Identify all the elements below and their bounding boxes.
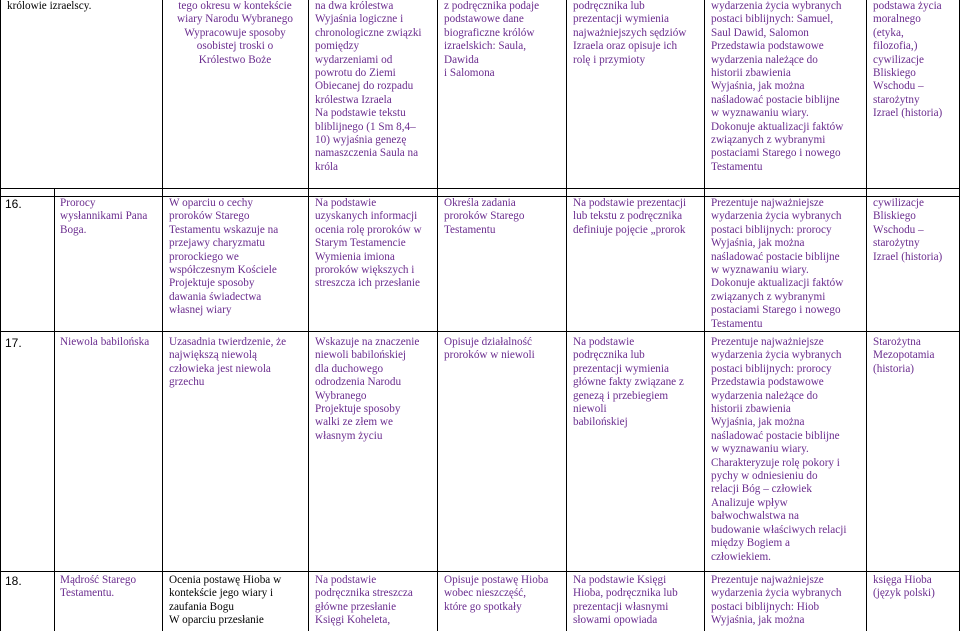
requirements-cell: podręcznika lub prezentacji wymienia najważniejszych sędziów Izraela oraz opisuje ich rolę i przymioty — [573, 0, 687, 66]
requirements-cell: na dwa królestwa Wyjaśnia logiczne i chronologiczne związki pomiędzy wydarzeniami od powrotu do Ziemi Obiecanej do rozpadu królestwa Izraela Na podstawie tekstu bliblijnego (1 Sm 8,4– 10) wyjaśnia genezę namaszczenia Saula na króla — [315, 0, 422, 173]
column-divider — [308, 0, 309, 631]
lesson-number: 16. — [5, 198, 22, 211]
topic-cell: Mądrość Starego Testamentu. — [60, 574, 137, 600]
learning-outcomes-cell: W oparciu o cechy proroków Starego Testamentu wskazuje na przejawy charyzmatu prorockiego we współczesnym Kościele Projektuje sposoby dawania świadectwa własnej wiary — [169, 197, 279, 317]
cross-curricular-cell: Starożytna Mezopotamia (historia) — [873, 336, 935, 375]
requirements-cell: Na podstawie podręcznika streszcza główne przesłanie Księgi Koheleta, — [315, 574, 413, 627]
requirements-cell: Na podstawie prezentacji lub tekstu z podręcznika definiuje pojęcie „prorok — [573, 197, 687, 236]
requirements-cell: Prezentuje najważniejsze wydarzenia życia wybranych postaci biblijnych: prorocy Wyjaśnia, jak można naśladować postacie biblijne w wyznawaniu wiary. Dokonuje aktualizacji faktów związanych z wybranymi postaciami Starego i nowego Testamentu — [711, 197, 844, 330]
column-divider — [866, 0, 867, 631]
requirements-cell: Wskazuje na znaczenie niewoli babilońskiej dla duchowego odrodzenia Narodu Wybranego Projektuje sposoby walki ze złem we własnym życiu — [315, 336, 420, 442]
topic-cell: królowie izraelscy. — [7, 0, 92, 12]
cross-curricular-cell: podstawa życia moralnego (etyka, filozofia,) cywilizacje Bliskiego Wschodu – starożytny Izrael (historia) — [873, 0, 943, 120]
row-divider — [0, 331, 960, 332]
learning-outcomes-cell: Uzasadnia twierdzenie, że największą niewolą człowieka jest niewola grzechu — [169, 336, 287, 389]
requirements-cell: z podręcznika podaje podstawowe dane biograficzne królów izraelskich: Saula, Dawida i Salomona — [444, 0, 540, 80]
requirements-cell: wydarzenia życia wybranych postaci biblijnych: Samuel, Saul Dawid, Salomon Przedstawia podstawowe wydarzenia należące do historii zbawienia Wyjaśnia, jak można naśladować postacie biblijne w wyznawaniu wiary. Dokonuje aktualizacji faktów związanych z wybranymi postaciami Starego i nowego Testamentu — [711, 0, 844, 173]
requirements-cell: Na podstawie uzyskanych informacji ocenia rolę proroków w Starym Testamencie Wymienia imiona proroków większych i streszcza ich przesłanie — [315, 197, 422, 290]
requirements-cell: Prezentuje najważniejsze wydarzenia życia wybranych postaci biblijnych: prorocy Przedstawia podstawowe wydarzenia należące do historii zbawienia Wyjaśnia, jak można naśladować postacie biblijne w wyznawaniu wiary. Charakteryzuje rolę pokory i pychy w odniesieniu do relacji Bóg – człowiek Analizuje wpływ bałwochwalstwa na budowanie właściwych relacji między Bogiem a człowiekiem. — [711, 336, 847, 563]
requirements-cell: Określa zadania proroków Starego Testamentu — [444, 197, 525, 236]
column-divider — [704, 0, 705, 631]
cross-curricular-cell: księga Hioba (język polski) — [873, 574, 935, 600]
requirements-cell: Opisuje działalność proroków w niewoli — [444, 336, 535, 362]
learning-outcomes-cell: Ocenia postawę Hioba w kontekście jego wiary i zaufania Bogu W oparciu przesłanie — [169, 574, 282, 627]
table-row — [4, 0, 160, 13]
lesson-number: 18. — [5, 575, 22, 588]
row-divider — [0, 571, 960, 572]
topic-cell: Niewola babilońska — [60, 336, 150, 348]
lesson-number: 17. — [5, 337, 22, 350]
cross-curricular-cell: cywilizacje Bliskiego Wschodu – starożytny Izrael (historia) — [873, 197, 943, 263]
requirements-cell: Opisuje postawę Hioba wobec nieszczęść, które go spotkały — [444, 574, 549, 613]
table-border-left — [0, 0, 1, 631]
learning-outcomes-cell: tego okresu w kontekście wiary Narodu Wybranego Wypracowuje sposoby osobistej troski o Królestwo Boże — [177, 0, 293, 66]
requirements-cell: Na podstawie Księgi Hioba, podręcznika lub prezentacji własnymi słowami opowiada — [573, 574, 678, 627]
requirements-cell: Prezentuje najważniejsze wydarzenia życia wybranych postaci biblijnych: Hiob Wyjaśnia, jak można — [711, 574, 842, 627]
row-divider — [0, 188, 960, 189]
column-divider — [437, 0, 438, 631]
column-divider — [566, 0, 567, 631]
requirements-cell: Na podstawie podręcznika lub prezentacji wymienia główne fakty związane z genezą i przebiegiem niewoli babilońskiej — [573, 336, 684, 429]
topic-cell: Prorocy wysłannikami Pana Boga. — [60, 197, 148, 236]
number-column-divider — [54, 188, 55, 631]
column-divider — [162, 0, 163, 631]
